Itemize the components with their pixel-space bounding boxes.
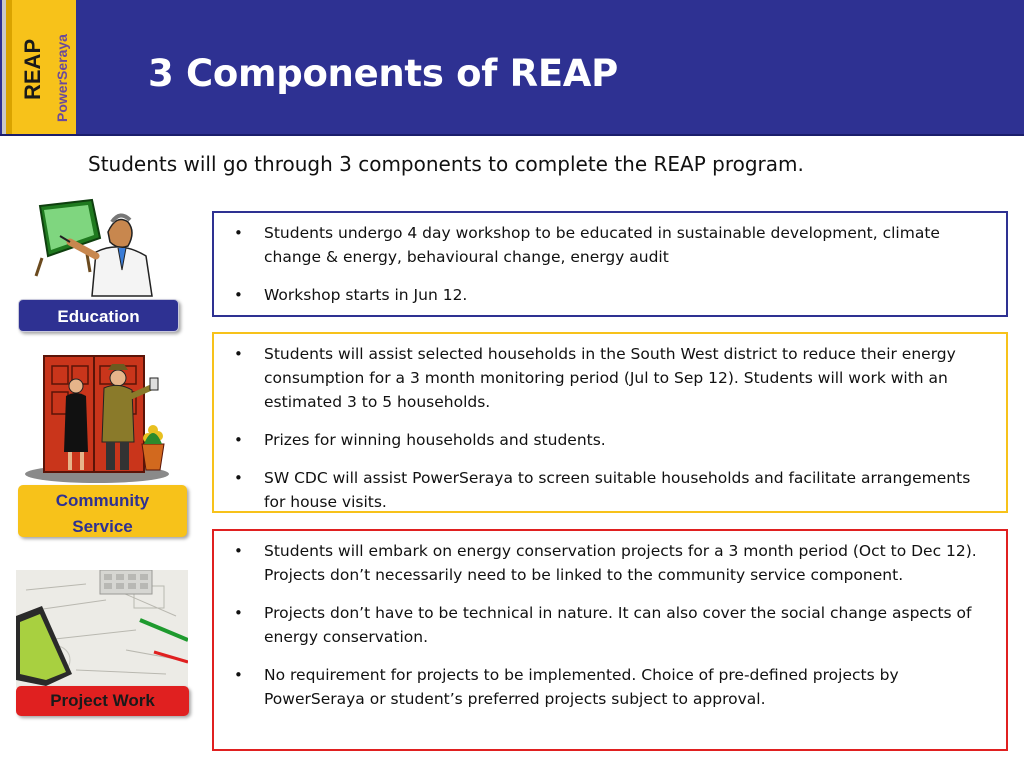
bullet-icon: • — [234, 542, 243, 560]
education-box — [212, 211, 1008, 317]
bullet-text: Projects don’t have to be technical in nature. It can also cover the social change aspects of energy conservation. — [264, 604, 972, 646]
community-label-line2: Service — [72, 517, 133, 536]
logo-shade — [6, 0, 12, 134]
project-illustration — [16, 570, 188, 688]
community-illustration — [22, 352, 172, 484]
education-bullet-list — [226, 221, 994, 307]
bullet-icon: • — [234, 345, 243, 363]
bullet-icon: • — [234, 469, 243, 487]
project-bullet-list — [226, 539, 994, 711]
list-item — [226, 428, 994, 452]
community-service-label — [18, 485, 187, 537]
logo-reap-text: REAP — [20, 38, 45, 100]
page-title: 3 Components of REAP — [148, 52, 618, 95]
list-item — [226, 601, 994, 649]
bullet-text: Students will embark on energy conservation projects for a 3 month period (Oct to Dec 12). Projects don’t necessarily need to be linked to the community service component. — [264, 542, 977, 584]
reap-logo — [6, 0, 76, 134]
list-item — [226, 221, 994, 269]
community-label-line1: Community — [55, 491, 150, 510]
list-item — [226, 283, 994, 307]
bullet-text: SW CDC will assist PowerSeraya to screen suitable households and facilitate arrangements for house visits. — [264, 469, 971, 511]
bullet-text: Prizes for winning households and students. — [264, 431, 606, 449]
bullet-text: Workshop starts in Jun 12. — [264, 286, 468, 304]
list-item — [226, 539, 994, 587]
bullet-text: No requirement for projects to be implemented. Choice of pre-defined projects by PowerSeraya or student’s preferred projects subject to approval. — [264, 666, 899, 708]
bullet-icon: • — [234, 604, 243, 622]
bullet-icon: • — [234, 224, 243, 242]
list-item — [226, 663, 994, 711]
bullet-icon: • — [234, 666, 243, 684]
bullet-icon: • — [234, 286, 243, 304]
list-item — [226, 466, 994, 514]
community-bullet-list — [226, 342, 994, 514]
bullet-text: Students will assist selected households in the South West district to reduce their energy consumption for a 3 month monitoring period (Jul to Sep 12). Students will work with an estimated 3 to 5 households. — [264, 345, 956, 411]
subtitle: Students will go through 3 components to complete the REAP program. — [88, 152, 804, 176]
teacher-illustration — [30, 198, 170, 298]
list-item — [226, 342, 994, 414]
community-service-box — [212, 332, 1008, 513]
bullet-text: Students undergo 4 day workshop to be educated in sustainable development, climate change & energy, behavioural change, energy audit — [264, 224, 940, 266]
project-work-label: Project Work — [16, 686, 189, 716]
project-work-box — [212, 529, 1008, 751]
logo-powerseraya-text: PowerSeraya — [54, 34, 70, 122]
bullet-icon: • — [234, 431, 243, 449]
education-label: Education — [18, 299, 179, 332]
